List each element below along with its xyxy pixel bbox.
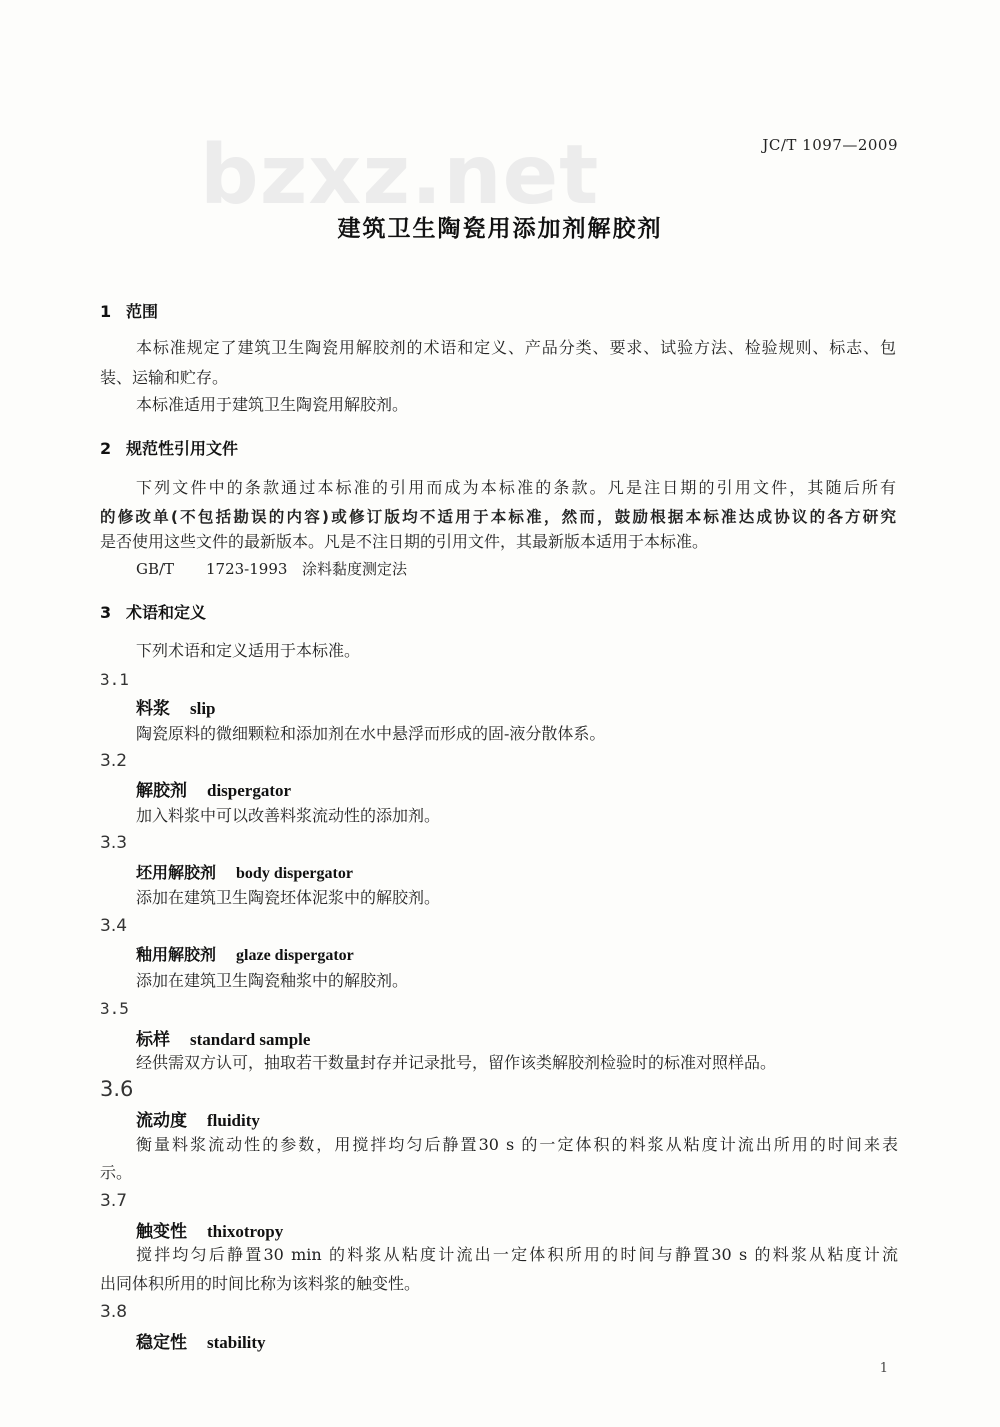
section-number: 2 <box>100 439 112 458</box>
term-number: 3.6 <box>100 1077 134 1101</box>
paragraph-line: 本标准规定了建筑卫生陶瓷用解胶剂的术语和定义、产品分类、要求、试验方法、检验规则、标志、包 <box>136 338 896 357</box>
section-title: 规范性引用文件 <box>126 439 239 458</box>
term-entry <box>136 694 216 719</box>
term-number: 3.8 <box>100 1302 128 1322</box>
term-number: 3.7 <box>100 1191 128 1211</box>
paragraph-line: 的修改单(不包括勘误的内容)或修订版均不适用于本标准，然而，鼓励根据本标准达成协议的各方研究 <box>100 508 896 526</box>
paragraph-line: 下列文件中的条款通过本标准的引用而成为本标准的条款。凡是注日期的引用文件，其随后所有 <box>136 478 896 497</box>
term-english: stability <box>207 1333 266 1352</box>
section-heading-normative-references <box>100 436 238 459</box>
page-number: 1 <box>879 1361 888 1376</box>
term-number: 3.4 <box>100 916 128 936</box>
term-number: 3.1 <box>100 670 129 689</box>
section-title: 术语和定义 <box>126 603 207 622</box>
standard-code: JC/T 1097—2009 <box>762 136 898 154</box>
term-english: body dispergator <box>236 865 353 882</box>
term-number: 3.5 <box>100 999 129 1018</box>
paragraph-line: 本标准适用于建筑卫生陶瓷用解胶剂。 <box>136 395 409 414</box>
reference-title: 涂料黏度测定法 <box>302 560 408 578</box>
normative-reference <box>136 559 407 579</box>
term-entry <box>136 1025 310 1050</box>
term-definition: 加入料浆中可以改善料浆流动性的添加剂。 <box>136 806 441 825</box>
term-definition: 添加在建筑卫生陶瓷坯体泥浆中的解胶剂。 <box>136 888 441 907</box>
term-chinese: 坯用解胶剂 <box>136 863 217 882</box>
term-english: standard sample <box>190 1030 311 1049</box>
paragraph-line: 装、运输和贮存。 <box>100 368 229 387</box>
watermark: bzxz.net <box>200 128 600 223</box>
term-definition: 搅拌均匀后静置30 min 的料浆从粘度计流出一定体积所用的时间与静置30 s 的料浆从粘度计流 <box>136 1245 898 1264</box>
term-english: dispergator <box>207 781 292 800</box>
section-number: 3 <box>100 603 112 622</box>
paragraph-line: 是否使用这些文件的最新版本。凡是不注日期的引用文件，其最新版本适用于本标准。 <box>100 532 709 551</box>
section-title: 范围 <box>126 302 159 321</box>
term-entry <box>136 1328 266 1353</box>
section-heading-scope <box>100 299 158 322</box>
term-english: glaze dispergator <box>236 947 354 964</box>
term-chinese: 标样 <box>136 1030 170 1050</box>
term-entry <box>136 1106 260 1131</box>
section-number: 1 <box>100 302 112 321</box>
document-title: 建筑卫生陶瓷用添加剂解胶剂 <box>337 216 663 242</box>
term-definition: 衡量料浆流动性的参数，用搅拌均匀后静置30 s 的一定体积的料浆从粘度计流出所用的时间来表 <box>136 1135 898 1154</box>
term-chinese: 流动度 <box>136 1111 187 1131</box>
section-heading-terms-definitions <box>100 600 206 623</box>
term-definition: 经供需双方认可，抽取若干数量封存并记录批号，留作该类解胶剂检验时的标准对照样品。 <box>136 1053 777 1072</box>
reference-code: GB/T <box>136 560 175 578</box>
reference-number: 1723-1993 <box>206 560 288 578</box>
term-chinese: 稳定性 <box>136 1333 187 1353</box>
term-number: 3.3 <box>100 833 128 853</box>
term-number: 3.2 <box>100 751 128 771</box>
term-chinese: 釉用解胶剂 <box>136 945 217 964</box>
term-definition: 示。 <box>100 1163 133 1182</box>
term-definition: 出同体积所用的时间比称为该料浆的触变性。 <box>100 1274 421 1293</box>
term-chinese: 解胶剂 <box>136 781 187 801</box>
paragraph-line: 下列术语和定义适用于本标准。 <box>136 641 361 660</box>
term-entry <box>136 860 353 883</box>
term-definition: 添加在建筑卫生陶瓷釉浆中的解胶剂。 <box>136 971 409 990</box>
term-chinese: 料浆 <box>136 699 170 719</box>
term-english: thixotropy <box>207 1222 284 1241</box>
term-english: fluidity <box>207 1111 260 1130</box>
term-english: slip <box>190 699 216 718</box>
term-entry <box>136 776 291 801</box>
term-chinese: 触变性 <box>136 1222 187 1242</box>
term-entry <box>136 942 354 965</box>
term-definition: 陶瓷原料的微细颗粒和添加剂在水中悬浮而形成的固-液分散体系。 <box>136 724 606 743</box>
term-entry <box>136 1217 283 1242</box>
